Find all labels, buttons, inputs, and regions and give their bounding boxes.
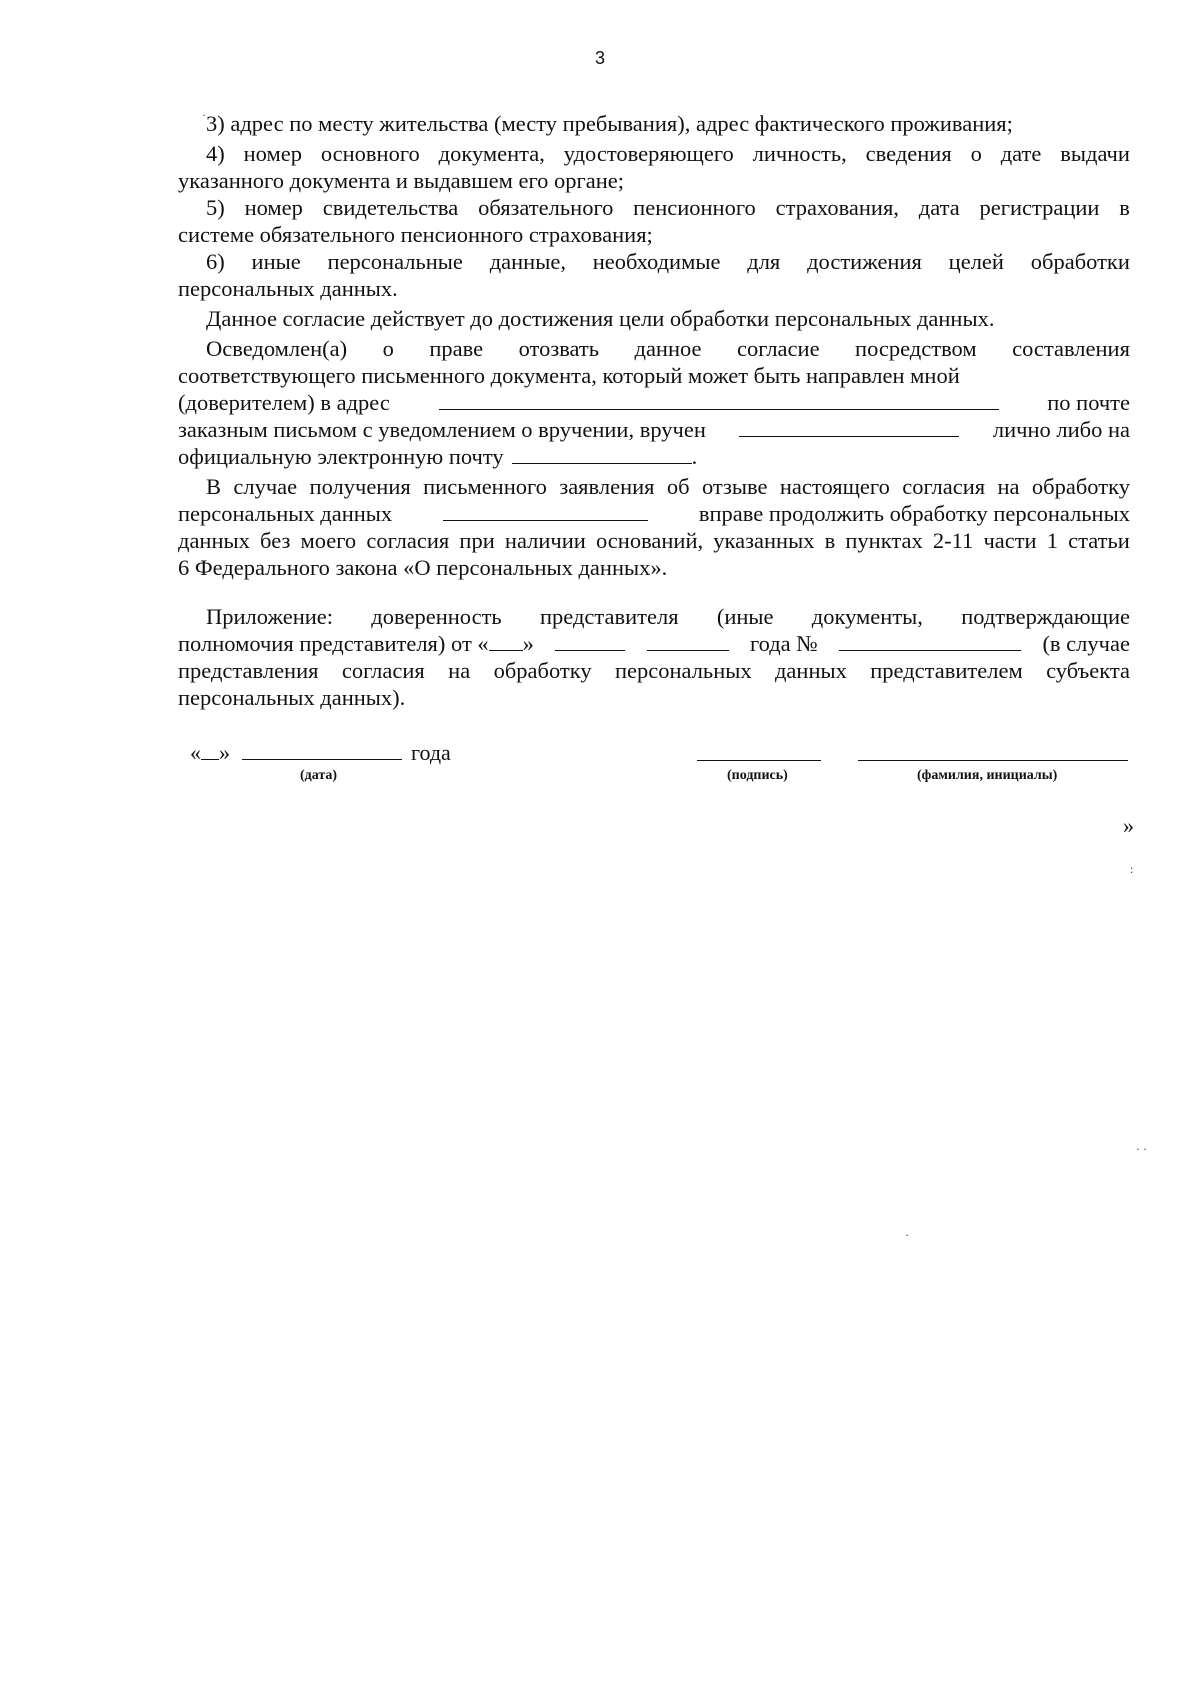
item-5-text: 5) номер свидетельства обязательного пенсионного страхования, дата регистрации в xyxy=(206,195,1130,220)
appendix-text-3: представления согласия на обработку персональных данных представителем субъекта xyxy=(178,658,1130,683)
number-blank[interactable] xyxy=(839,632,1021,651)
document-body xyxy=(178,110,1130,711)
appendix-text-4: персональных данных). xyxy=(178,685,406,710)
signature-blank[interactable] xyxy=(697,760,821,761)
item-4-text: 4) номер основного документа, удостоверяющего личность, сведения о дате выдачи xyxy=(206,141,1130,166)
delivered-blank[interactable] xyxy=(739,418,959,437)
item-4-line-2 xyxy=(178,167,1130,194)
revoke-text-5a: официальную электронную почту xyxy=(178,444,504,469)
revoke-line-2 xyxy=(178,362,1130,389)
item-4-line-1 xyxy=(178,140,1130,167)
scan-speck: : xyxy=(1130,862,1134,876)
revoke-line-4 xyxy=(178,416,1130,443)
case-line-3 xyxy=(178,527,1130,554)
validity-line xyxy=(178,305,1130,332)
item-6-line-2 xyxy=(178,275,1130,302)
appendix-line-1 xyxy=(178,603,1130,630)
date-caption: (дата) xyxy=(300,768,338,783)
date-year-word: года xyxy=(411,740,451,765)
case-line-1 xyxy=(178,473,1130,500)
scan-speck: · xyxy=(905,1228,909,1242)
item-4-text-cont: указанного документа и выдавшем его органе; xyxy=(178,168,624,193)
appendix-line-3 xyxy=(178,657,1130,684)
date-open-quote: « xyxy=(190,740,201,765)
revoke-text-4b: лично либо на xyxy=(992,417,1130,442)
item-6-text-cont: персональных данных. xyxy=(178,276,398,301)
item-5-line-2 xyxy=(178,221,1130,248)
appendix-text-2a: полномочия представителя) от « xyxy=(178,631,489,656)
appendix-line-2 xyxy=(178,630,1130,657)
case-text-3: данных без моего согласия при наличии оснований, указанных в пунктах 2-11 части 1 статьи xyxy=(178,528,1130,553)
case-text-1: В случае получения письменного заявления об отзыве настоящего согласия на обработку xyxy=(206,474,1130,499)
year-blank[interactable] xyxy=(647,632,729,651)
page-number: 3 xyxy=(594,48,605,68)
email-blank[interactable] xyxy=(512,445,692,464)
date-close-quote: » xyxy=(219,740,230,765)
revoke-line-5 xyxy=(178,443,1130,470)
item-6-text: 6) иные персональные данные, необходимые для достижения целей обработки xyxy=(206,249,1130,274)
date-day-blank[interactable] xyxy=(201,741,219,760)
date-field xyxy=(190,740,451,766)
revoke-text-3a: (доверителем) в адрес xyxy=(178,390,390,415)
item-3 xyxy=(178,110,1130,137)
appendix-text-2a-group xyxy=(178,630,534,657)
signature-row xyxy=(190,740,1130,800)
revoke-text-3b: по почте xyxy=(1047,390,1130,415)
name-blank[interactable] xyxy=(858,760,1128,761)
case-line-2 xyxy=(178,500,1130,527)
appendix-text-1: Приложение: доверенность представителя (иные документы, подтверждающие xyxy=(206,604,1130,629)
appendix-text-2d: (в случае xyxy=(1042,631,1130,656)
revoke-text-5b: . xyxy=(691,444,698,469)
appendix-text-2b: » xyxy=(522,631,534,656)
appendix-text-2c: года № xyxy=(749,631,818,656)
revoke-line-1 xyxy=(178,335,1130,362)
revoke-text-2: соответствующего письменного документа, который может быть направлен мной xyxy=(178,363,960,388)
month-blank[interactable] xyxy=(555,632,625,651)
revoke-text-1: Осведомлен(а) о праве отозвать данное согласие посредством составления xyxy=(206,336,1130,361)
date-month-blank[interactable] xyxy=(242,741,402,760)
revoke-text-4a: заказным письмом с уведомлением о вручении, вручен xyxy=(178,417,706,442)
item-3-text: 3) адрес по месту жительства (месту пребывания), адрес фактического проживания; xyxy=(206,111,1013,136)
case-text-4: 6 Федерального закона «О персональных данных». xyxy=(178,555,668,580)
validity-text: Данное согласие действует до достижения цели обработки персональных данных. xyxy=(206,306,995,331)
case-text-2a: персональных данных xyxy=(178,501,393,526)
revoke-line-3 xyxy=(178,389,1130,416)
case-text-2b: вправе продолжить обработку персональных xyxy=(698,501,1130,526)
closing-quote: » xyxy=(1123,813,1134,838)
item-6-line-1 xyxy=(178,248,1130,275)
scan-speck: · · xyxy=(1136,1142,1147,1156)
item-5-line-1 xyxy=(178,194,1130,221)
appendix-line-4 xyxy=(178,684,1130,711)
scan-speck: · xyxy=(202,108,206,122)
day-blank[interactable] xyxy=(489,632,523,651)
address-blank[interactable] xyxy=(439,391,999,410)
item-5-text-cont: системе обязательного пенсионного страхования; xyxy=(178,222,653,247)
case-line-4 xyxy=(178,554,1130,581)
operator-blank[interactable] xyxy=(443,502,648,521)
name-caption: (фамилия, инициалы) xyxy=(917,768,1058,783)
signature-caption: (подпись) xyxy=(727,768,788,783)
